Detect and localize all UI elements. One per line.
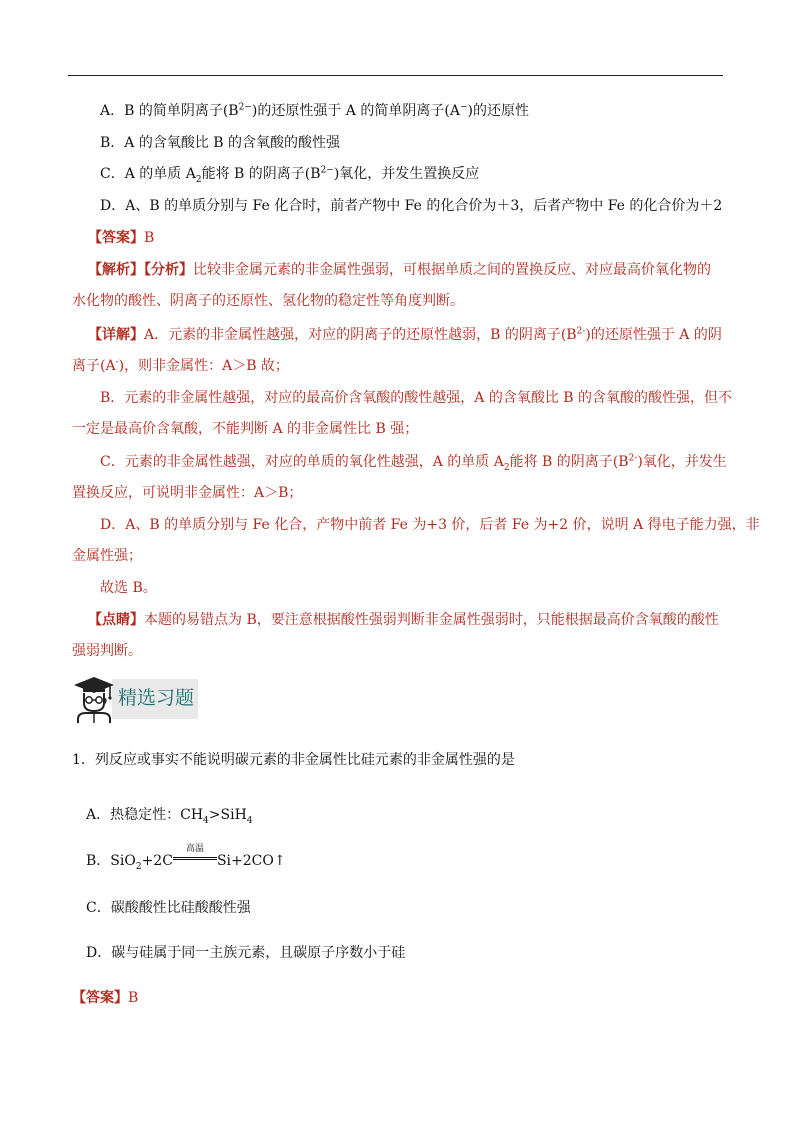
analysis-line-1: 【解析】【分析】比较非金属元素的非金属性强弱，可根据单质之间的置换反应、对应最高价氧化物的 <box>88 262 711 278</box>
section-heading <box>70 673 198 723</box>
detail-c-line-1: C．元素的非金属性越强，对应的单质的氧化性越强，A 的单质 $A_2$能将 B 的阴离子$(B^{2-})$氧化，并发生 <box>100 453 727 473</box>
detail-d-line-2: 金属性强； <box>72 548 142 564</box>
analysis-line-2: 水化物的酸性、阴离子的还原性、氢化物的稳定性等角度判断。 <box>72 293 464 309</box>
reaction-condition-arrow: 高温 <box>173 851 217 871</box>
detail-b-line-1: B．元素的非金属性越强，对应的最高价含氧酸的酸性越强，A 的含氧酸比 B 的含氧酸的酸性强，但不 <box>100 390 733 406</box>
detail-a-line-1: 【详解】A．元素的非金属性越强，对应的阴离子的还原性越弱，B 的阴离子$(B^{2-})$的还原性强于 A 的阴 <box>88 326 722 343</box>
header-rule <box>68 75 723 76</box>
detail-b-line-2: 一定是最高价含氧酸，不能判断 A 的非金属性比 B 强； <box>72 421 419 437</box>
option-c-prev: C．A 的单质 $A_2$能将 B 的阴离子$(B^{2-})$氧化，并发生置换反应 <box>100 165 480 185</box>
answer-prev: 【答案】B <box>88 230 155 246</box>
detail-conclusion: 故选 B。 <box>100 580 157 596</box>
option-b-prev: B．A 的含氧酸比 B 的含氧酸的酸性强 <box>100 135 341 151</box>
option-a-prev: A．B 的简单阴离子$(B^{2-})$的还原性强于 A 的简单阴离子(A−)的还原性 <box>100 102 529 119</box>
graduate-teacher-icon <box>70 673 118 723</box>
detail-a-line-2: 离子(A-)，则非金属性：A＞B 故； <box>72 357 289 374</box>
question-1-option-d: D．碳与硅属于同一主族元素，且碳原子序数小于硅 <box>86 945 406 961</box>
question-1-option-b: B．SiO$_2$+2C 高温 Si+2CO↑ <box>86 844 286 872</box>
question-1-option-a: A．热稳定性：$CH_4>SiH_4$ <box>86 807 253 826</box>
answer-q1: 【答案】B <box>72 990 139 1006</box>
option-d-prev: D．A、B 的单质分别与 Fe 化合时，前者产物中 Fe 的化合价为＋3，后者产物中 Fe 的化合价为＋2 <box>100 198 723 214</box>
question-1-option-c: C．碳酸酸性比硅酸酸性强 <box>86 900 251 916</box>
tip-line-1: 【点睛】本题的易错点为 B，要注意根据酸性强弱判断非金属性强弱时，只能根据最高价含氧酸的酸性 <box>88 612 719 628</box>
detail-c-line-2: 置换反应，可说明非金属性：A＞B； <box>72 485 303 501</box>
section-title: 精选习题 <box>118 687 195 709</box>
detail-d-line-1: D．A、B 的单质分别与 Fe 化合，产物中前者 Fe 为+3 价，后者 Fe 为+2 价，说明 A 得电子能力强，非 <box>100 517 760 533</box>
tip-line-2: 强弱判断。 <box>72 643 142 659</box>
question-1-stem: 1．列反应或事实不能说明碳元素的非金属性比硅元素的非金属性强的是 <box>72 752 515 768</box>
